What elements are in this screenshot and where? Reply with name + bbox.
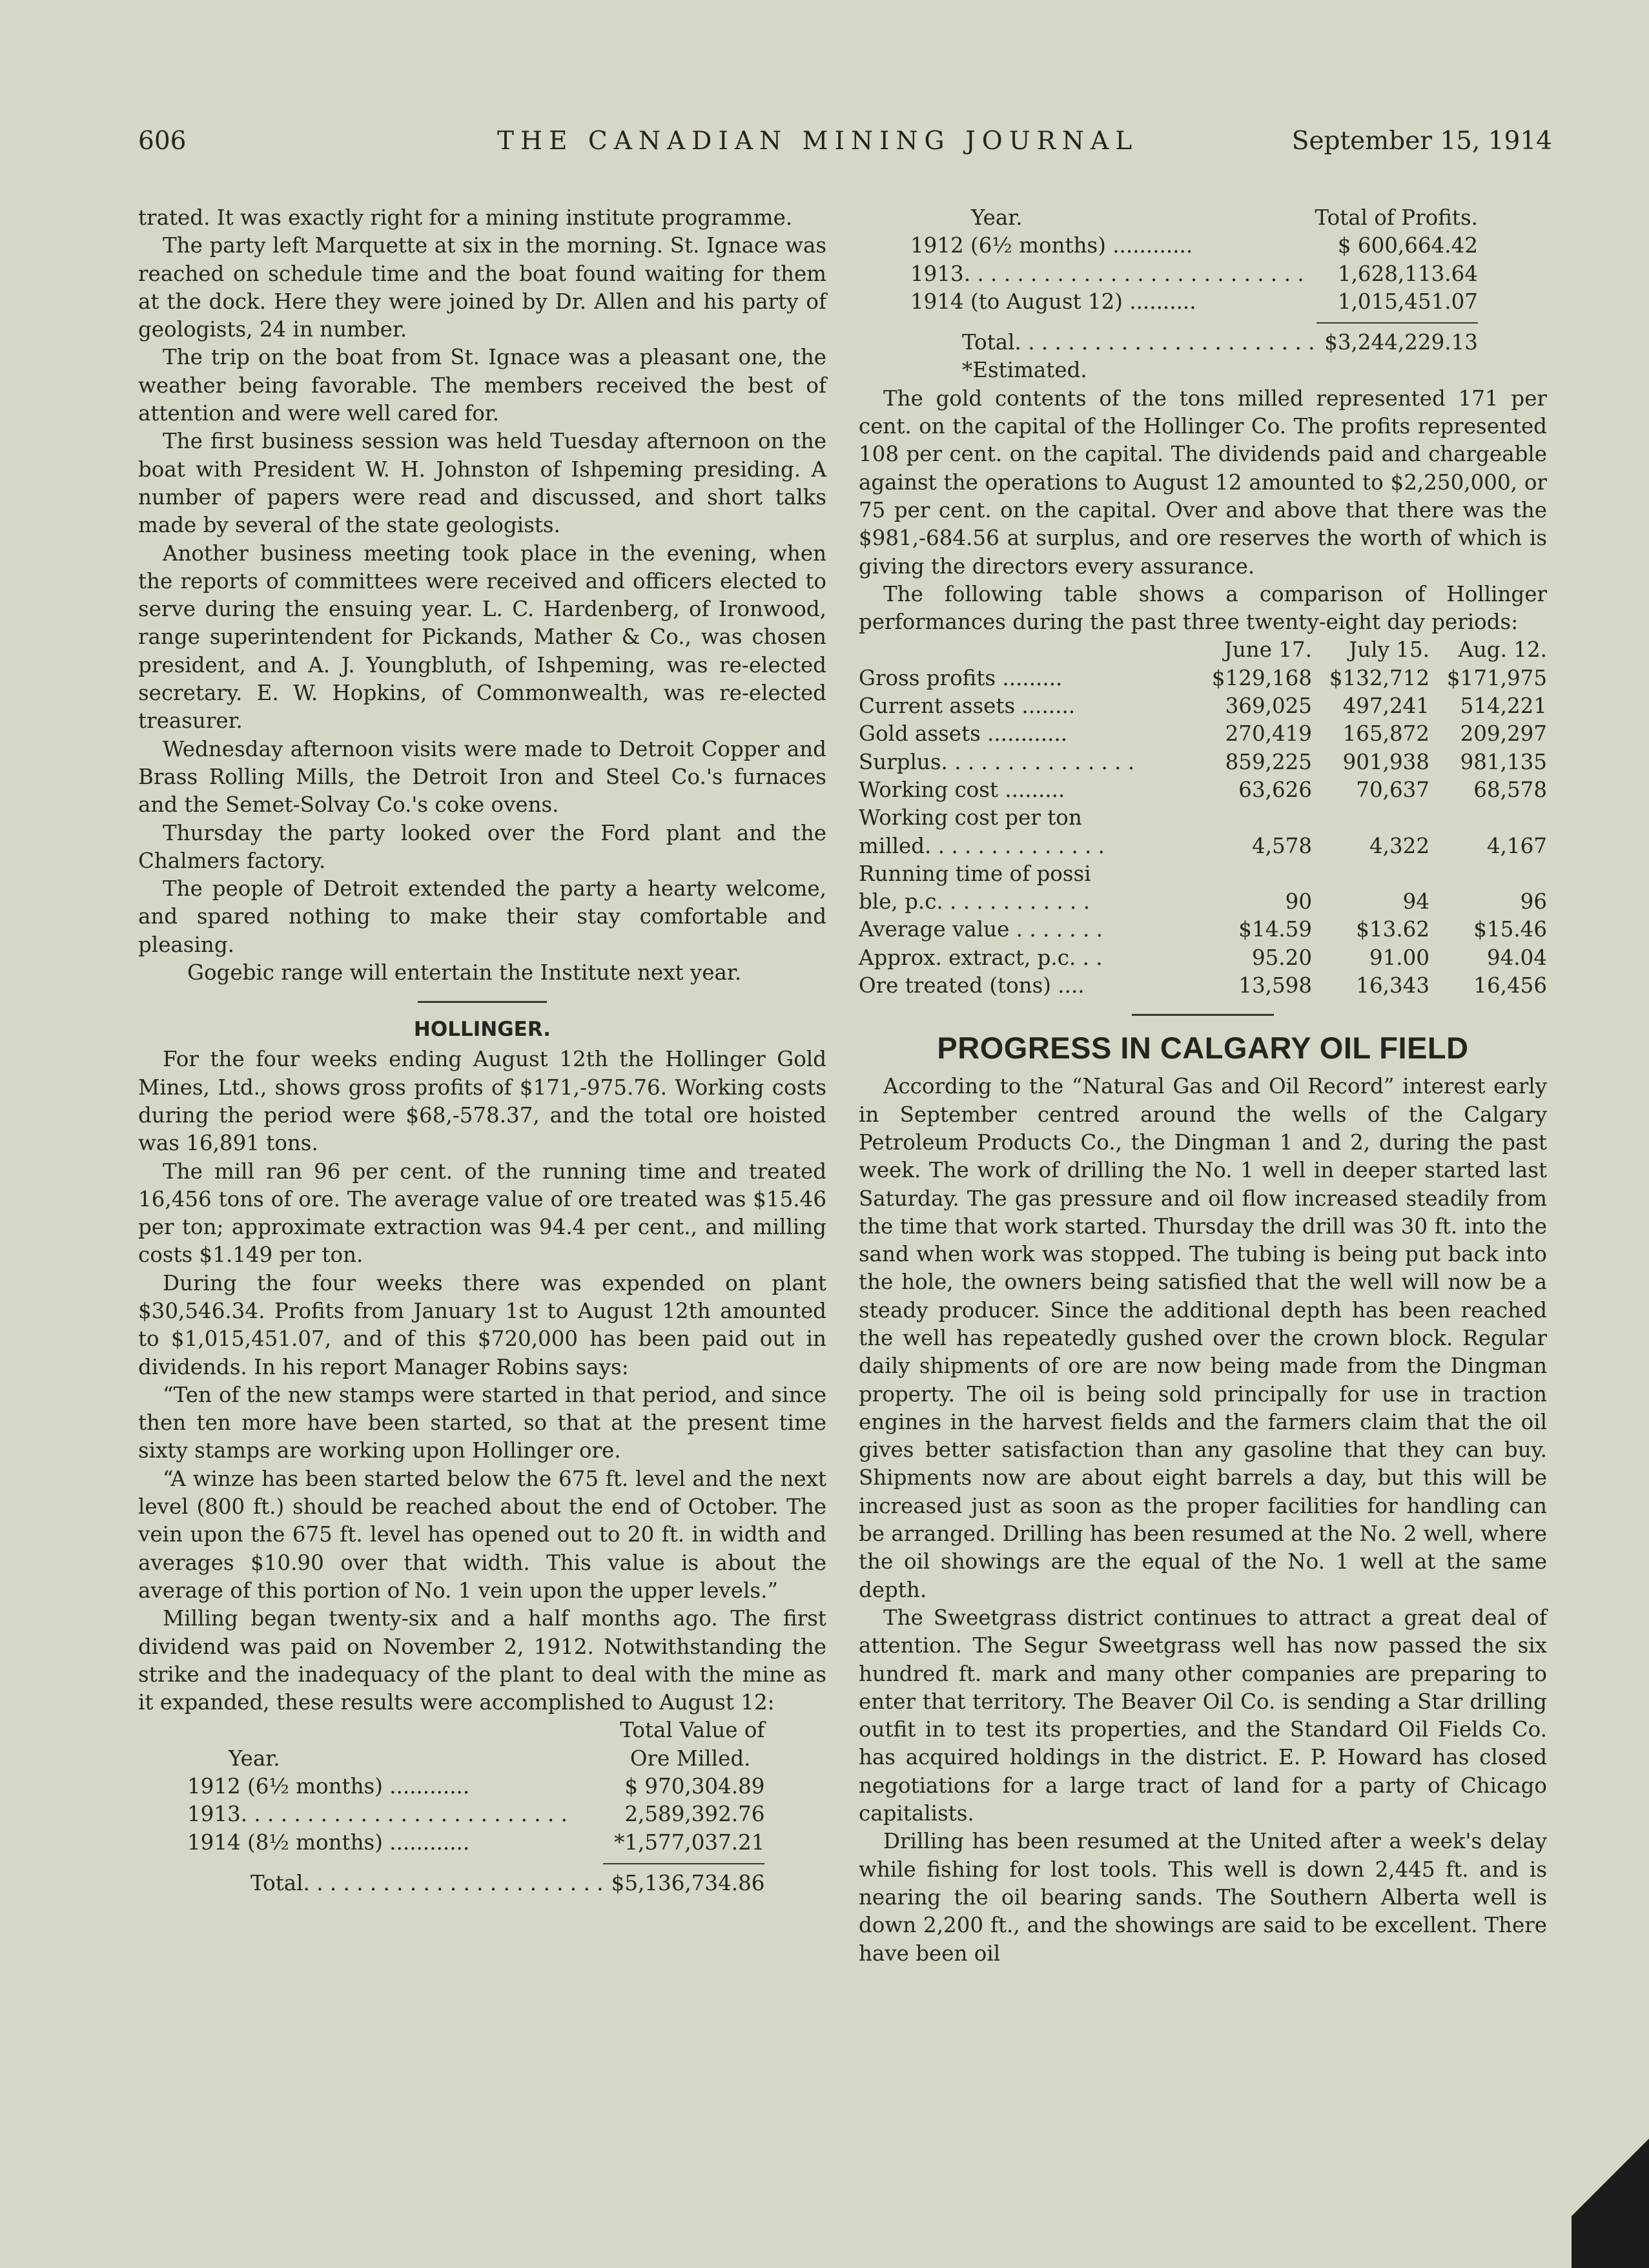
quote-paragraph: “A winze has been started below the 675 ft. level and the next level (800 ft.) should be reached about the end of October. The vein upon the 675 ft. level has opened out to 20 ft. in width and averages $10.90 over that width. This value is about the average of this portion of No. 1 vein upon the upper levels.” xyxy=(138,1466,826,1603)
value-cell: 1,628,113.64 xyxy=(1337,261,1478,286)
value-cell: $14.59 xyxy=(1238,917,1312,942)
right-column xyxy=(859,204,1547,1968)
table-row xyxy=(859,720,1547,748)
paragraph: Wednesday afternoon visits were made to Detroit Copper and Brass Rolling Mills, the Detroit Iron and Steel Co.'s furnaces and the Semet-Solvay Co.'s coke ovens. xyxy=(138,736,826,818)
total-value: $5,136,734.86 xyxy=(611,1870,765,1895)
value-cell: 369,025 xyxy=(1225,694,1312,719)
year-cell: 1912 (6½ months) ............ xyxy=(910,233,1193,258)
paragraph: For the four weeks ending August 12th the Hollinger Gold Mines, Ltd., shows gross profits of $171,-975.76. Working costs during the period were $68,-578.37, and the total ore hoisted was 16,891 tons. xyxy=(138,1047,826,1156)
paragraph: The party left Marquette at six in the morning. St. Ignace was reached on schedule time and the boat found waiting for them at the dock. Here they were joined by Dr. Allen and his party of geologists, 24 in number. xyxy=(138,233,826,342)
page-header xyxy=(138,127,1552,165)
paragraph: During the four weeks there was expended on plant $30,546.34. Profits from January 1st to August 12th amounted to $1,015,451.07, and of this $720,000 has been paid out in dividends. In his report Manager Robins says: xyxy=(138,1270,826,1379)
value-cell: 68,578 xyxy=(1473,777,1547,802)
value-cell: $129,168 xyxy=(1211,665,1312,690)
year-cell: 1913. . . . . . . . . . . . . . . . . . . . . . . . . xyxy=(187,1802,568,1827)
value-cell: 2,589,392.76 xyxy=(624,1802,765,1827)
value-cell: $132,712 xyxy=(1329,665,1429,690)
row-label: milled. . . . . . . . . . . . . . xyxy=(859,833,1105,858)
row-label: Gross profits ......... xyxy=(859,665,1063,690)
paragraph: The Sweetgrass district continues to attract a great deal of attention. The Segur Sweetgrass well has now passed the six hundred ft. mark and many other companies are preparing to enter that territory. The Beaver Oil Co. is sending a Star drilling outfit in to test its properties, and the Standard Oil Fields Co. has acquired holdings in the district. E. P. Howard has closed negotiations for a large tract of land for a party of Chicago capitalists. xyxy=(859,1605,1547,1826)
row-label: Surplus. . . . . . . . . . . . . . . xyxy=(859,749,1135,774)
paragraph: The mill ran 96 per cent. of the running time and treated 16,456 tons of ore. The average value of ore treated was $15.46 per ton; approximate extraction was 94.4 per cent., and milling costs $1.149 per ton. xyxy=(138,1159,826,1268)
value-cell: 13,598 xyxy=(1238,973,1312,998)
profits-header: Total of Profits. xyxy=(1315,205,1478,230)
paragraph: Thursday the party looked over the Ford plant and the Chalmers factory. xyxy=(138,820,826,873)
year-header: Year. xyxy=(229,1746,280,1771)
footnote: *Estimated. xyxy=(962,358,1087,383)
table-row xyxy=(859,888,1547,916)
left-column xyxy=(138,204,826,1897)
value-cell: 859,225 xyxy=(1225,749,1312,774)
value-cell xyxy=(1312,804,1429,832)
page-number: 606 xyxy=(138,127,187,156)
value-cell: 91.00 xyxy=(1369,945,1429,970)
issue-date: September 15, 1914 xyxy=(1291,127,1552,156)
value-cell: 70,637 xyxy=(1356,777,1429,802)
table-row xyxy=(859,776,1547,804)
table-row xyxy=(859,665,1547,692)
table-row xyxy=(910,232,1478,260)
paragraph: The first business session was held Tuesday afternoon on the boat with President W. H. Johnston of Ishpeming presiding. A number of papers were read and discussed, and short talks made by several of the state geologists. xyxy=(138,429,826,538)
table-header-row xyxy=(859,636,1547,664)
value-cell: 901,938 xyxy=(1342,749,1429,774)
table-row xyxy=(859,748,1547,776)
total-label: Total. . . . . . . . . . . . . . . . . . . . . . . xyxy=(251,1870,604,1895)
value-cell: $ 970,304.89 xyxy=(624,1774,765,1799)
column-header: Aug. 12. xyxy=(1458,637,1547,663)
paragraph: The trip on the boat from St. Ignace was a pleasant one, the weather being favorable. The members received the best of attention and were well cared for. xyxy=(138,345,826,426)
table-row xyxy=(910,288,1478,316)
year-cell: 1914 (8½ months) ............ xyxy=(187,1830,470,1855)
table-header-row xyxy=(910,204,1478,232)
row-label: Current assets ........ xyxy=(859,694,1076,719)
paragraph: Gogebic range will entertain the Institute next year. xyxy=(187,960,742,985)
page-corner-shadow xyxy=(1572,2087,1649,2268)
value-cell xyxy=(1429,804,1547,832)
table-row xyxy=(859,972,1547,1000)
total-label: Total. . . . . . . . . . . . . . . . . . . . . . . xyxy=(962,330,1315,355)
value-cell: 165,872 xyxy=(1342,721,1429,747)
value-cell xyxy=(1194,860,1312,888)
value-cell xyxy=(1312,860,1429,888)
comparison-table xyxy=(859,636,1547,1000)
row-label: Working cost ......... xyxy=(859,777,1065,802)
paragraph: The people of Detroit extended the party a hearty welcome, and spared nothing to make their stay comfortable and pleasing. xyxy=(138,876,826,957)
value-cell: 270,419 xyxy=(1225,721,1312,747)
value-cell: 4,167 xyxy=(1486,833,1547,858)
year-header: Year. xyxy=(971,205,1023,230)
value-cell: 94.04 xyxy=(1486,945,1547,970)
table-header-row xyxy=(187,1745,764,1773)
total-row xyxy=(910,329,1478,356)
table-row xyxy=(859,832,1547,860)
value-cell: 209,297 xyxy=(1460,721,1547,747)
paragraph: The gold contents of the tons milled represented 171 per cent. on the capital of the Hollinger Co. The profits represented 108 per cent. on the capital. The dividends paid and chargeable against the operations to August 12 amounted to $2,250,000, or 75 per cent. on the capital. Over and above that there was the $981,-684.56 at surplus, and ore reserves the worth of which is giving the directors every assurance. xyxy=(859,386,1547,579)
paragraph: According to the “Natural Gas and Oil Record” interest early in September centred around the wells of the Calgary Petroleum Products Co., the Dingman 1 and 2, during the past week. The work of drilling the No. 1 well in deeper started last Saturday. The gas pressure and oil flow increased steadily from the time that work started. Thursday the drill was 30 ft. into the sand when work was stopped. The tubing is being put back into the hole, the owners being satisfied that the well will now be a steady producer. Since the additional depth has been reached the well has repeatedly gushed over the crown block. Regular daily shipments of ore are now being made from the Dingman property. The oil is being sold principally for use in traction engines in the harvest fields and the farmers claim that the oil gives better satisfaction than any gasoline that they can buy. Shipments now are about eight barrels a day, but this will be increased just as soon as the proper facilities for handling can be arranged. Drilling has been resumed at the No. 2 well, where the oil showings are the equal of the No. 1 well at the same depth. xyxy=(859,1074,1547,1602)
value-cell: $13.62 xyxy=(1356,917,1429,942)
column-header: June 17. xyxy=(1224,637,1312,663)
value-cell: 63,626 xyxy=(1238,777,1312,802)
table-row xyxy=(859,860,1547,888)
row-label: Approx. extract, p.c. . . xyxy=(859,945,1103,970)
value-cell: 4,322 xyxy=(1369,833,1429,858)
value-cell: 514,221 xyxy=(1460,694,1547,719)
table-row xyxy=(859,944,1547,972)
year-cell: 1913. . . . . . . . . . . . . . . . . . . . . . . . . . xyxy=(910,261,1304,286)
value-cell: 16,456 xyxy=(1473,973,1547,998)
value-cell: 90 xyxy=(1285,889,1312,914)
value-cell: $171,975 xyxy=(1446,665,1547,690)
paragraph: Milling began twenty-six and a half months ago. The first dividend was paid on November 2, 1912. Notwithstanding the strike and the inadequacy of the plant to deal with the mine as it expanded, these results were accomplished to August 12: xyxy=(138,1606,826,1715)
value-header: Total Value of xyxy=(620,1718,765,1743)
journal-title: THE CANADIAN MINING JOURNAL xyxy=(497,127,1139,156)
table-row xyxy=(859,916,1547,943)
comparison-table-body xyxy=(859,665,1547,1000)
total-rule-row xyxy=(187,1857,764,1870)
row-label: Working cost per ton xyxy=(859,805,1082,830)
value-cell: 4,578 xyxy=(1251,833,1312,858)
paragraph: Drilling has been resumed at the United after a week's delay while fishing for lost tools. This well is down 2,445 ft. and is nearing the oil bearing sands. The Southern Alberta well is down 2,200 ft., and the showings are said to be excellent. There have been oil xyxy=(859,1829,1547,1966)
paragraph: The following table shows a comparison of Hollinger performances during the past three twenty-eight day periods: xyxy=(859,581,1547,635)
value-cell xyxy=(1194,804,1312,832)
paragraph: trated. It was exactly right for a mining institute programme. xyxy=(138,205,793,230)
profits-table xyxy=(910,204,1478,385)
section-divider xyxy=(418,1001,547,1003)
hollinger-heading: HOLLINGER. xyxy=(413,1018,551,1042)
value-cell: 981,135 xyxy=(1460,749,1547,774)
row-label: Running time of possi xyxy=(859,861,1091,886)
ore-value-table xyxy=(187,1716,764,1897)
calgary-heading: PROGRESS IN CALGARY OIL FIELD xyxy=(937,1031,1469,1066)
total-value: $3,244,229.13 xyxy=(1324,330,1478,355)
table-header-row xyxy=(187,1716,764,1744)
value-cell: 94 xyxy=(1402,889,1429,914)
table-row xyxy=(187,1829,764,1857)
table-row xyxy=(859,804,1547,832)
value-cell xyxy=(1429,860,1547,888)
value-cell: $15.46 xyxy=(1473,917,1547,942)
year-cell: 1912 (6½ months) ............ xyxy=(187,1774,470,1799)
column-header: July 15. xyxy=(1349,637,1429,663)
quote-paragraph: “Ten of the new stamps were started in that period, and since then ten more have been started, so that at the present time sixty stamps are working upon Hollinger ore. xyxy=(138,1382,826,1463)
value-cell: 1,015,451.07 xyxy=(1337,289,1478,314)
table-row xyxy=(859,692,1547,720)
total-row xyxy=(187,1870,764,1897)
row-label: Average value . . . . . . . xyxy=(859,917,1103,942)
value-cell: 497,241 xyxy=(1342,694,1429,719)
value-header: Ore Milled. xyxy=(630,1746,751,1771)
row-label: Ore treated (tons) .... xyxy=(859,973,1085,998)
total-rule xyxy=(603,1863,764,1864)
table-row xyxy=(187,1773,764,1800)
footnote-row xyxy=(910,356,1478,384)
table-row xyxy=(910,260,1478,288)
row-label: ble, p.c. . . . . . . . . . . . xyxy=(859,889,1091,914)
row-label: Gold assets ............ xyxy=(859,721,1068,747)
total-rule-row xyxy=(910,316,1478,329)
value-cell: 16,343 xyxy=(1356,973,1429,998)
value-cell: 96 xyxy=(1520,889,1547,914)
section-divider xyxy=(1132,1014,1274,1016)
table-row xyxy=(187,1800,764,1828)
value-cell: 95.20 xyxy=(1251,945,1312,970)
year-cell: 1914 (to August 12) .......... xyxy=(910,289,1196,314)
paragraph: Another business meeting took place in the evening, when the reports of committees were received and officers elected to serve during the ensuing year. L. C. Hardenberg, of Ironwood, range superintendent for Pickands, Mather & Co., was chosen president, and A. J. Youngbluth, of Ishpeming, was re-elected secretary. E. W. Hopkins, of Commonwealth, was re-elected treasurer. xyxy=(138,541,826,734)
value-cell: *1,577,037.21 xyxy=(614,1830,765,1855)
value-cell: $ 600,664.42 xyxy=(1337,233,1478,258)
total-rule xyxy=(1316,322,1478,324)
